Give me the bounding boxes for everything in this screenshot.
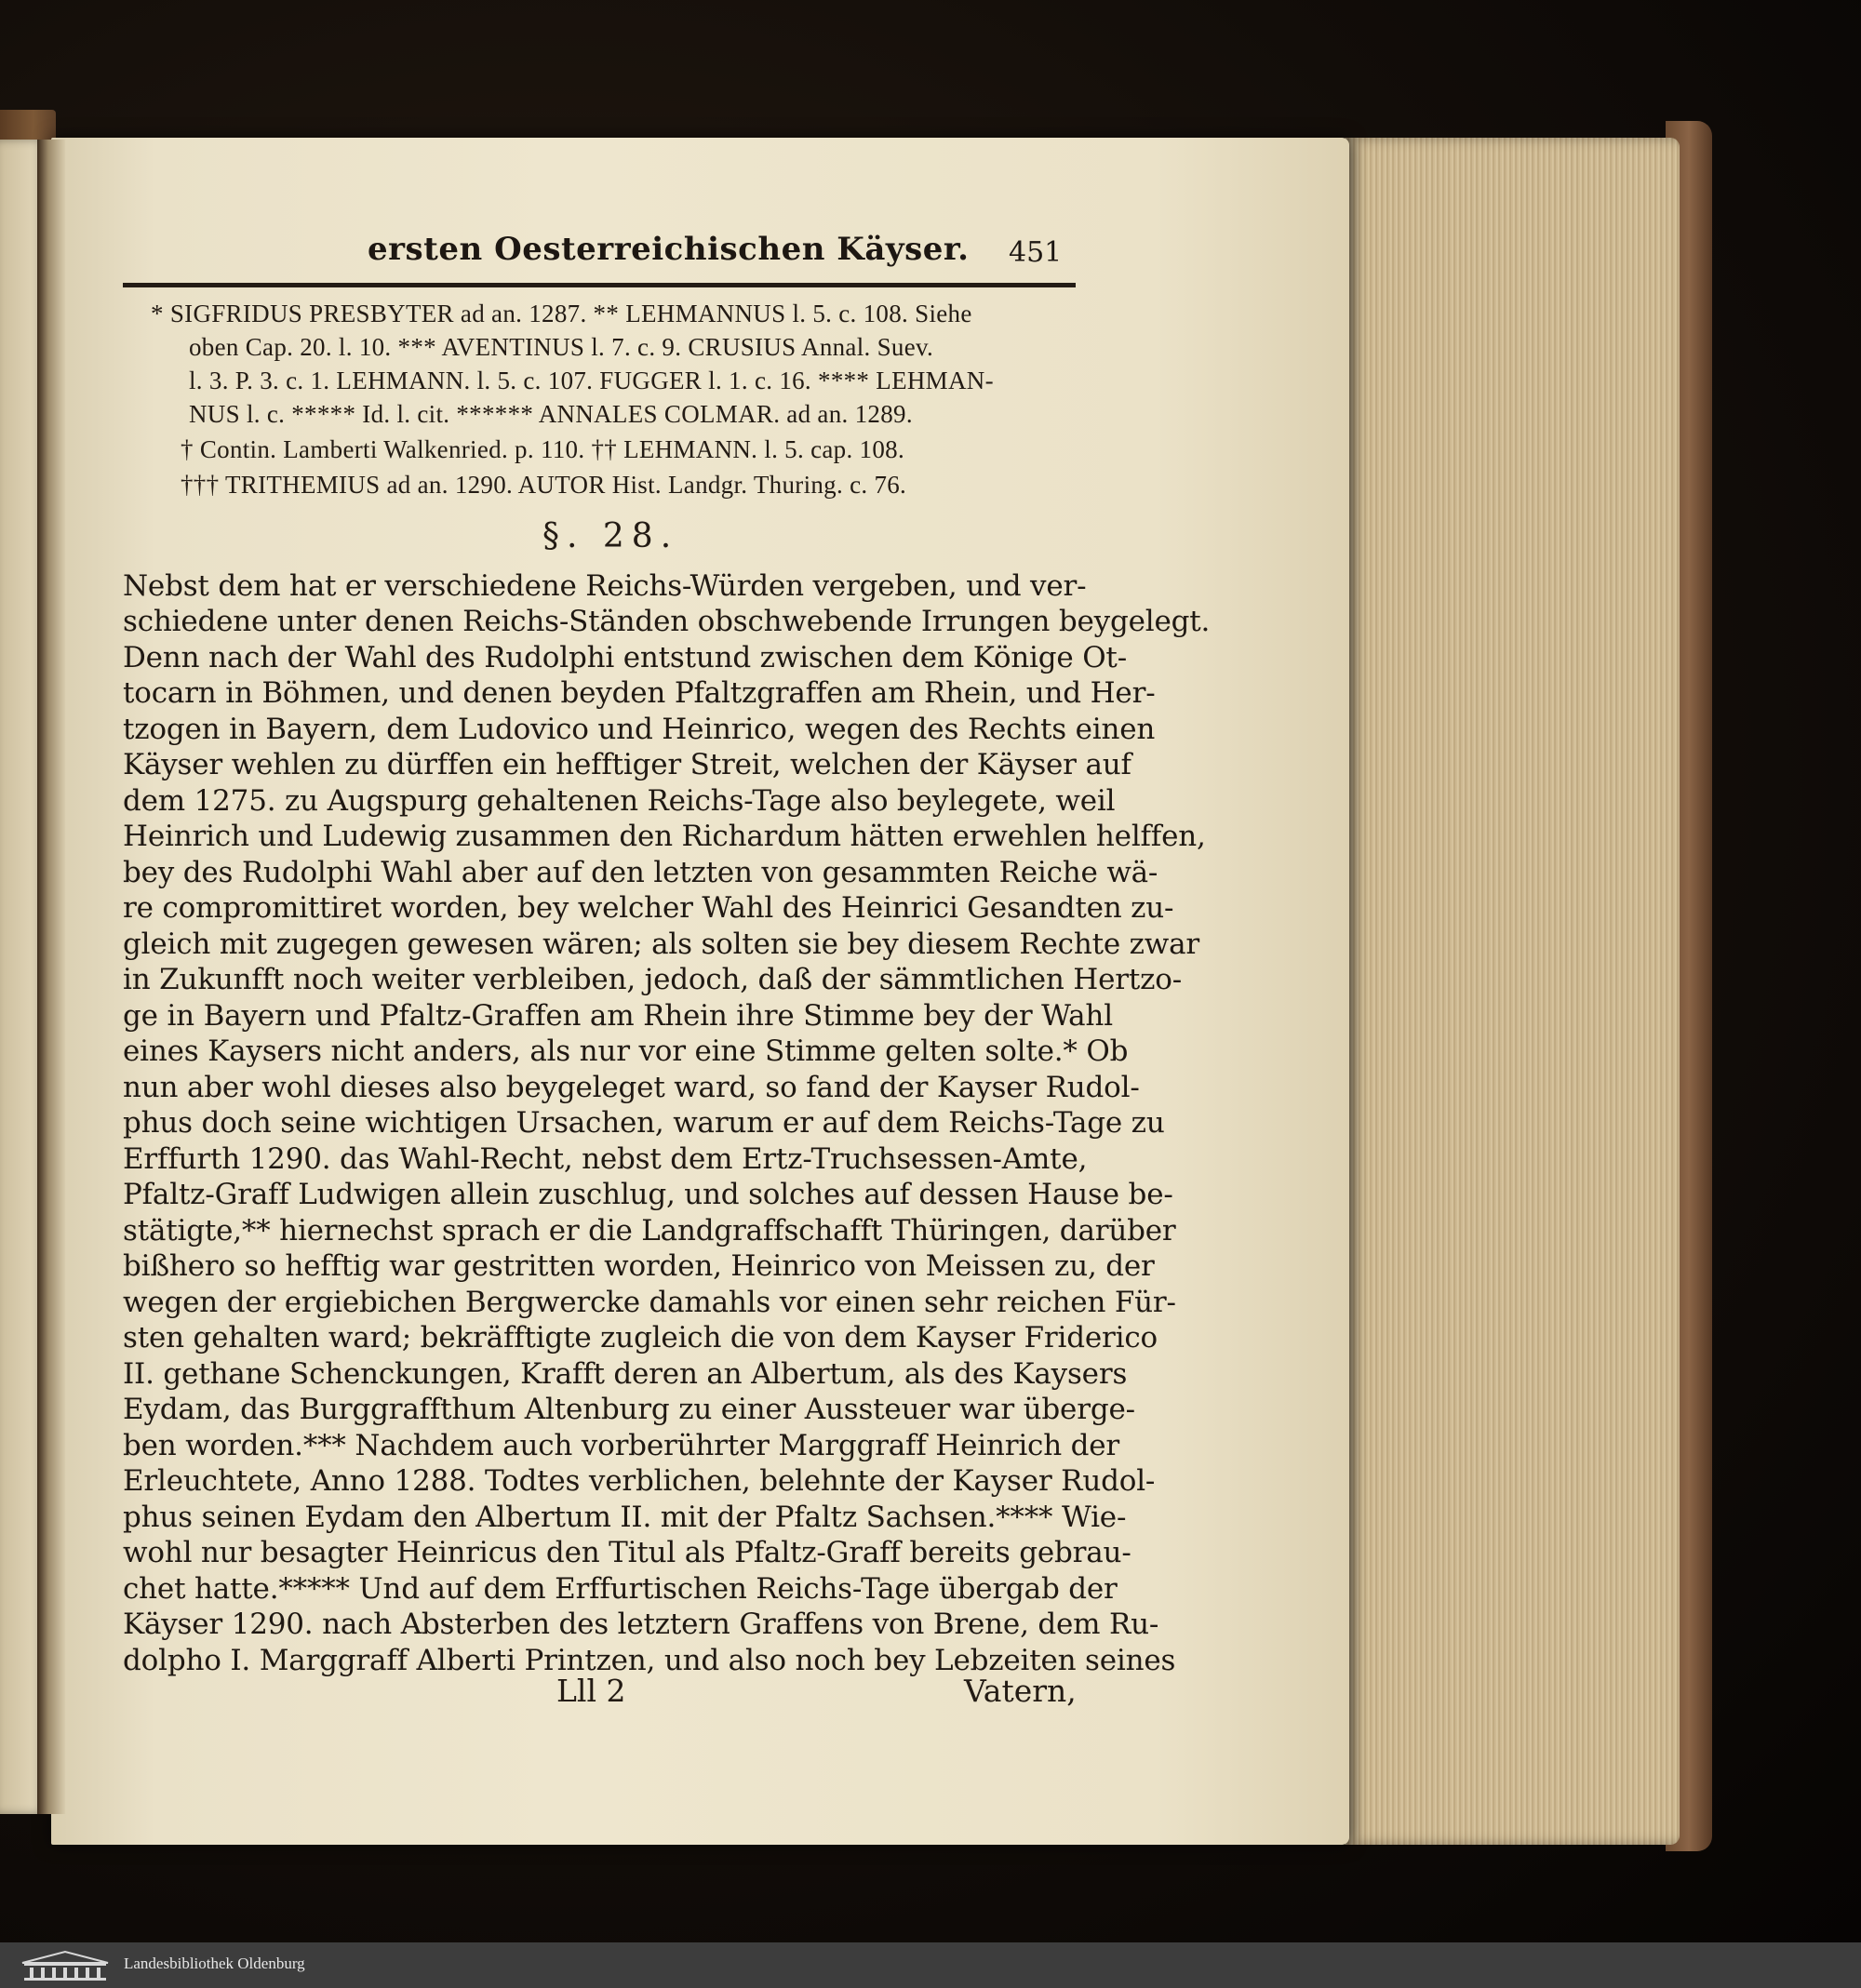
body-line: in Zukunfft noch weiter verbleiben, jedoch, daß der sämmtlichen Hertzo- <box>123 963 1182 996</box>
body-line: Käyser 1290. nach Absterben des letztern Graffens von Brene, dem Ru- <box>123 1608 1159 1641</box>
body-line: Erleuchtete, Anno 1288. Todtes verblichen, belehnte der Kayser Rudol- <box>123 1464 1156 1498</box>
library-logo-icon <box>19 1950 112 1981</box>
footnote-line: l. 3. P. 3. c. 1. LEHMANN. l. 5. c. 107. FUGGER l. 1. c. 16. **** LEHMAN- <box>189 367 994 394</box>
header-rule <box>123 283 1076 287</box>
body-line: re compromittiret worden, bey welcher Wahl des Heinrici Gesandten zu- <box>123 891 1174 925</box>
body-line: chet hatte.***** Und auf dem Erffurtischen Reichs-Tage übergab der <box>123 1572 1118 1606</box>
body-line: sten gehalten ward; bekräfftigte zugleich die von dem Kayser Friderico <box>123 1321 1158 1354</box>
running-title: ersten Oesterreichischen Käyser. <box>368 231 970 268</box>
body-line: II. gethane Schenckungen, Krafft deren an Albertum, als des Kaysers <box>123 1357 1128 1391</box>
body-line: phus doch seine wichtigen Ursachen, warum er auf dem Reichs-Tage zu <box>123 1106 1165 1140</box>
body-line: dem 1275. zu Augspurg gehaltenen Reichs-Tage also beylegete, weil <box>123 784 1116 818</box>
body-line: Nebst dem hat er verschiedene Reichs-Würden vergeben, und ver- <box>123 569 1087 603</box>
signature-mark: Lll 2 <box>556 1673 626 1709</box>
body-line: wohl nur besagter Heinricus den Titul als Pfaltz-Graff bereits gebrau- <box>123 1536 1131 1569</box>
body-line: wegen der ergiebichen Bergwercke damahls vor einen sehr reichen Für- <box>123 1286 1176 1319</box>
gutter <box>37 140 65 1814</box>
page-block-edge <box>1345 138 1680 1845</box>
body-line: bey des Rudolphi Wahl aber auf den letzten von gesammten Reiche wä- <box>123 856 1158 889</box>
section-heading: §. 28. <box>542 517 679 555</box>
footnote-line: † Contin. Lamberti Walkenried. p. 110. †† LEHMANN. l. 5. cap. 108. <box>181 435 905 463</box>
footnote-line: * SIGFRIDUS PRESBYTER ad an. 1287. ** LEHMANNUS l. 5. c. 108. Siehe <box>151 300 972 327</box>
footnote-line: oben Cap. 20. l. 10. *** AVENTINUS l. 7. c. 9. CRUSIUS Annal. Suev. <box>189 333 934 361</box>
body-line: dolpho I. Marggraff Alberti Printzen, und also noch bey Lebzeiten seines <box>123 1644 1176 1677</box>
catchword: Vatern, <box>964 1673 1077 1709</box>
body-line: Eydam, das Burggraffthum Altenburg zu einer Aussteuer war überge- <box>123 1393 1135 1426</box>
body-line: Käyser wehlen zu dürffen ein hefftiger Streit, welchen der Käyser auf <box>123 748 1131 781</box>
body-line: stätigte,** hiernechst sprach er die Landgraffschafft Thüringen, darüber <box>123 1214 1176 1248</box>
body-line: Erffurth 1290. das Wahl-Recht, nebst dem Ertz-Truchsessen-Amte, <box>123 1142 1088 1176</box>
body-line: gleich mit zugegen gewesen wären; als solten sie bey diesem Rechte zwar <box>123 927 1200 961</box>
page-number: 451 <box>1009 236 1063 269</box>
footnote-line: ††† TRITHEMIUS ad an. 1290. AUTOR Hist. Landgr. Thuring. c. 76. <box>181 471 907 499</box>
body-line: ben worden.*** Nachdem auch vorberührter Marggraff Heinrich der <box>123 1429 1120 1462</box>
body-line: bißhero so hefftig war gestritten worden, Heinrico von Meissen zu, der <box>123 1249 1155 1283</box>
body-line: Heinrich und Ludewig zusammen den Richardum hätten erwehlen helffen, <box>123 820 1206 853</box>
body-line: tocarn in Böhmen, und denen beyden Pfaltzgraffen am Rhein, und Her- <box>123 676 1156 710</box>
body-line: nun aber wohl dieses also beygeleget ward, so fand der Kayser Rudol- <box>123 1071 1140 1104</box>
body-line: tzogen in Bayern, dem Ludovico und Heinrico, wegen des Rechts einen <box>123 713 1156 746</box>
body-line: phus seinen Eydam den Albertum II. mit der Pfaltz Sachsen.**** Wie- <box>123 1501 1127 1534</box>
body-line: ge in Bayern und Pfaltz-Graffen am Rhein ihre Stimme bey der Wahl <box>123 999 1113 1033</box>
body-line: schiedene unter denen Reichs-Ständen obschwebende Irrungen beygelegt. <box>123 605 1211 638</box>
footnote-line: NUS l. c. ***** Id. l. cit. ****** ANNALES COLMAR. ad an. 1289. <box>189 400 913 428</box>
body-line: Denn nach der Wahl des Rudolphi entstund zwischen dem Könige Ot- <box>123 641 1127 674</box>
library-name: Landesbibliothek Oldenburg <box>124 1955 305 1972</box>
body-line: Pfaltz-Graff Ludwigen allein zuschlug, und solches auf dessen Hause be- <box>123 1178 1173 1211</box>
body-line: eines Kaysers nicht anders, als nur vor eine Stimme gelten solte.* Ob <box>123 1034 1129 1068</box>
